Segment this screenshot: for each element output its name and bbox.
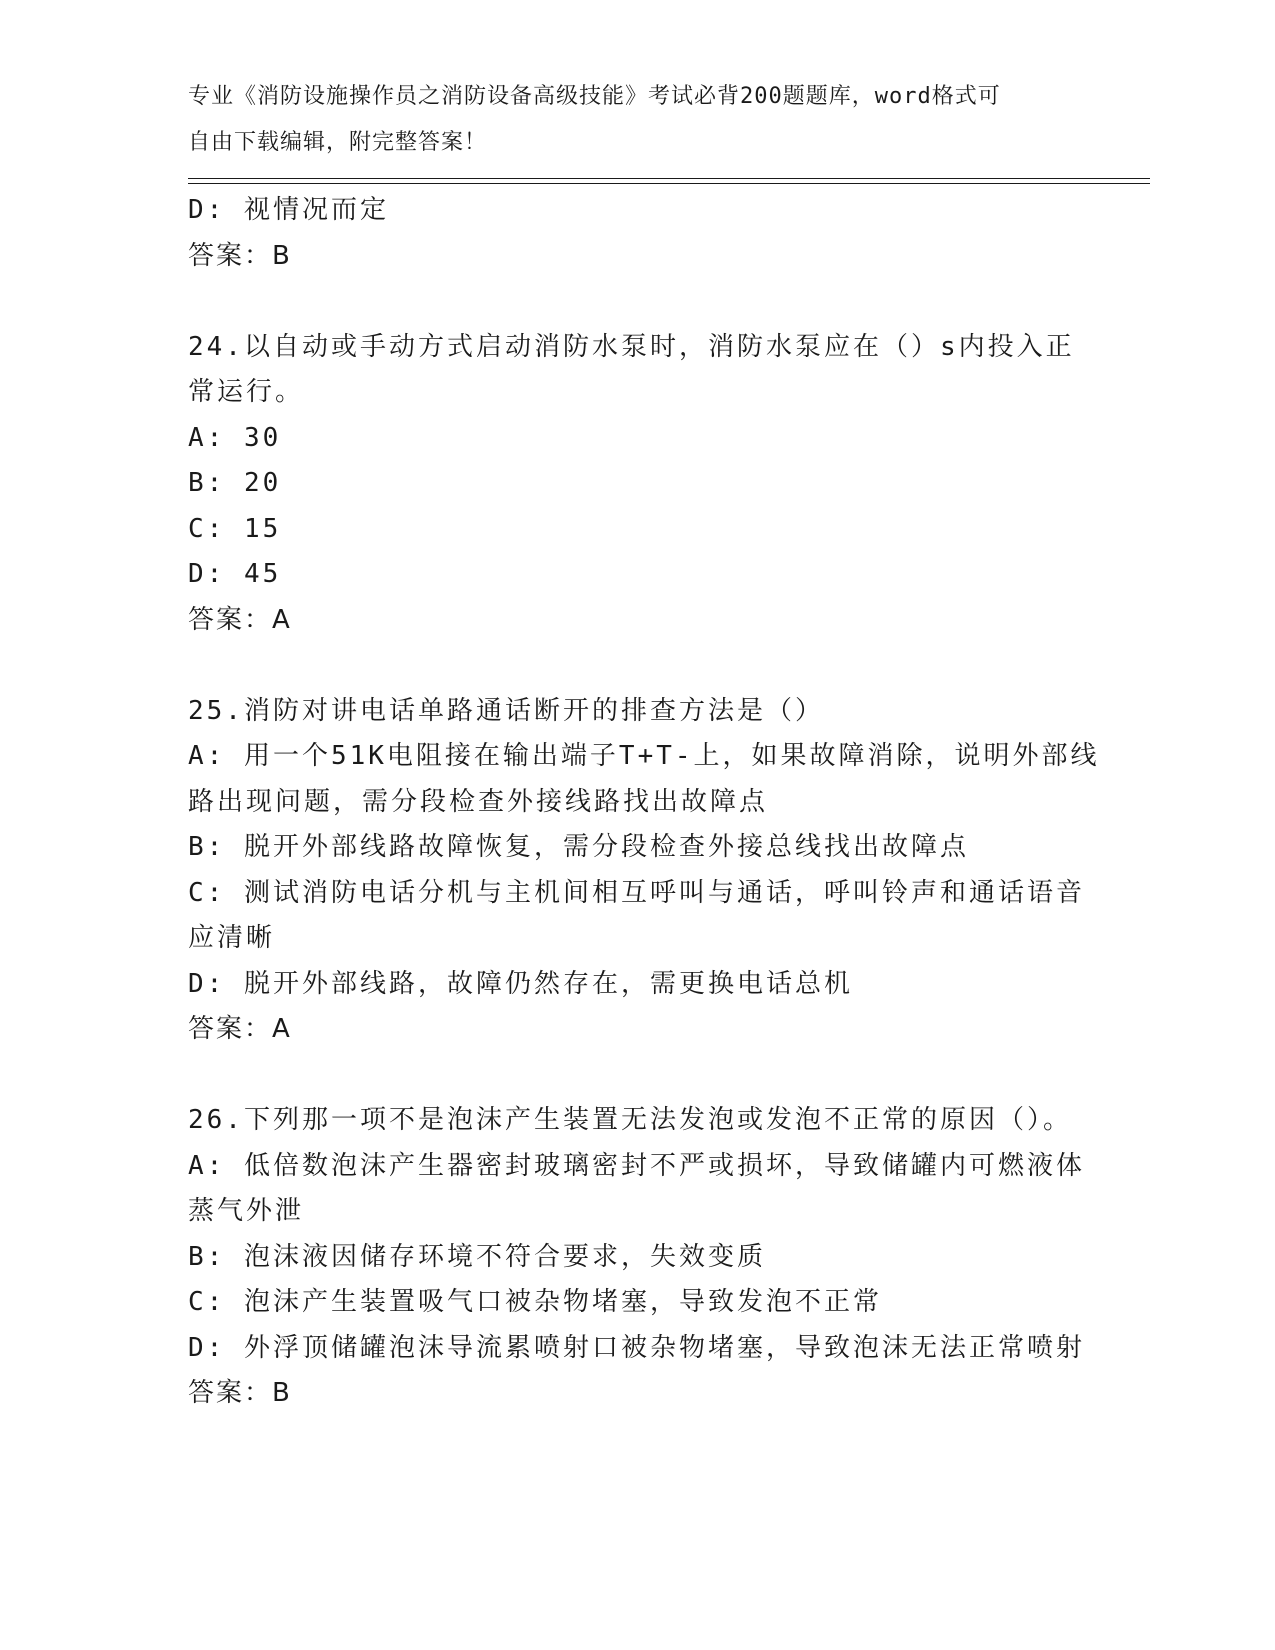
option-a: A: 30 <box>188 422 282 453</box>
answer-label: 答案：A <box>188 604 292 635</box>
header-divider-top <box>188 178 1150 179</box>
previous-question-tail <box>188 188 1088 279</box>
spacer <box>188 643 1088 689</box>
option-b: B: 脱开外部线路故障恢复，需分段检查外接总线找出故障点 <box>188 832 969 862</box>
option-c-cont: 应清晰 <box>188 923 276 953</box>
document-header <box>188 74 1078 165</box>
question-stem: 24.以自动或手动方式启动消防水泵时，消防水泵应在（）s内投入正 <box>188 331 1075 362</box>
question-26 <box>188 1098 1088 1417</box>
option-a-cont: 路出现问题，需分段检查外接线路找出故障点 <box>188 786 769 817</box>
question-stem-cont: 常运行。 <box>188 377 305 407</box>
header-divider-bottom <box>188 183 1150 184</box>
option-c: C: 泡沫产生装置吸气口被杂物堵塞，导致发泡不正常 <box>188 1287 882 1317</box>
option-d: D: 视情况而定 <box>188 195 389 225</box>
option-c: C: 测试消防电话分机与主机间相互呼叫与通话，呼叫铃声和通话语音 <box>188 877 1085 908</box>
option-a: A: 用一个51K电阻接在输出端子T+T-上，如果故障消除，说明外部线 <box>188 741 1100 771</box>
option-d: D: 外浮顶储罐泡沫导流累喷射口被杂物堵塞，导致泡沫无法正常喷射 <box>188 1332 1085 1363</box>
option-b: B: 20 <box>188 468 282 498</box>
header-line-2: 自由下载编辑，附完整答案！ <box>188 129 488 155</box>
question-content <box>188 188 1100 1417</box>
question-stem: 26.下列那一项不是泡沫产生装置无法发泡或发泡不正常的原因（）。 <box>188 1105 1072 1135</box>
answer-label: 答案：B <box>188 1378 292 1408</box>
question-24 <box>188 325 1088 644</box>
option-b: B: 泡沫液因储存环境不符合要求，失效变质 <box>188 1241 766 1272</box>
option-d: D: 45 <box>188 559 282 589</box>
answer-label: 答案：A <box>188 1014 292 1044</box>
header-line-1: 专业《消防设施操作员之消防设备高级技能》考试必背200题题库，word格式可 <box>188 84 1001 109</box>
spacer <box>188 1053 1088 1099</box>
option-c: C: 15 <box>188 513 282 544</box>
option-a-cont: 蒸气外泄 <box>188 1196 305 1226</box>
spacer <box>188 279 1088 325</box>
option-a: A: 低倍数泡沫产生器密封玻璃密封不严或损坏，导致储罐内可燃液体 <box>188 1150 1085 1181</box>
question-25 <box>188 689 1100 1053</box>
question-stem: 25.消防对讲电话单路通话断开的排查方法是（） <box>188 695 824 726</box>
option-d: D: 脱开外部线路，故障仍然存在，需更换电话总机 <box>188 968 853 999</box>
answer-label: 答案：B <box>188 240 292 271</box>
